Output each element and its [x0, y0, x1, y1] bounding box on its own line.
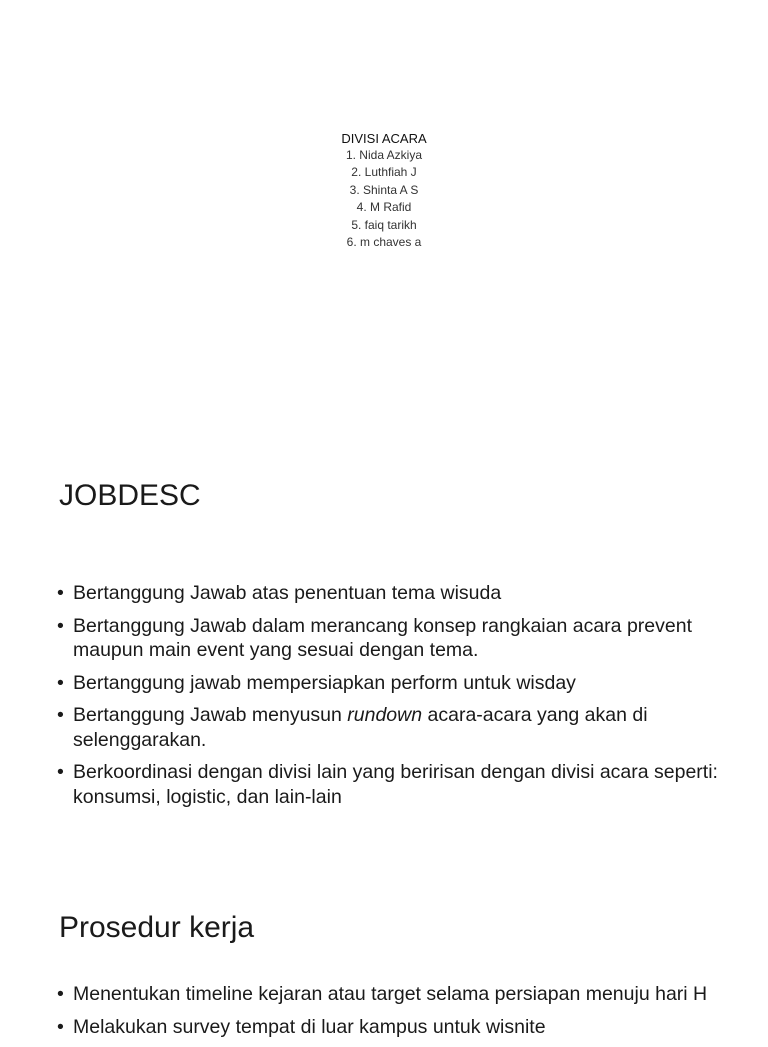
- member-item: 3. Shinta A S: [349, 182, 419, 197]
- member-list: [0, 147, 768, 251]
- bullet-icon: •: [57, 614, 64, 637]
- jobdesc-item-text: Bertanggung Jawab atas penentuan tema wisuda: [73, 582, 502, 604]
- jobdesc-item-text-italic: rundown: [347, 704, 423, 726]
- member-item: 5. faiq tarikh: [351, 217, 417, 232]
- jobdesc-item-text: Bertanggung jawab mempersiapkan perform untuk wisday: [73, 671, 576, 694]
- jobdesc-list: [57, 581, 747, 817]
- jobdesc-item: [57, 581, 747, 606]
- prosedur-item-text: Melakukan survey tempat di luar kampus untuk wisnite: [73, 1015, 546, 1038]
- bullet-icon: •: [57, 1015, 64, 1038]
- prosedur-list: [57, 982, 747, 1047]
- jobdesc-item: [57, 671, 747, 696]
- member-item: 6. m chaves a: [346, 235, 422, 250]
- member-item: 4. M Rafid: [356, 200, 412, 215]
- member-item: 2. Luthfiah J: [351, 165, 417, 180]
- division-title: DIVISI ACARA: [341, 131, 427, 146]
- bullet-icon: •: [57, 983, 64, 1005]
- bullet-icon: •: [57, 582, 64, 604]
- jobdesc-item-text: Berkoordinasi dengan divisi lain yang beririsan dengan divisi acara seperti: konsumsi, logistic, dan lain-lain: [73, 761, 718, 808]
- prosedur-item: [57, 982, 747, 1007]
- member-item: 1. Nida Azkiya: [345, 148, 423, 162]
- jobdesc-title: JOBDESC: [59, 479, 201, 512]
- prosedur-item: [57, 1015, 747, 1040]
- prosedur-item-text: Menentukan timeline kejaran atau target selama persiapan menuju hari H: [73, 983, 708, 1005]
- jobdesc-item-text-after: acara-acara yang akan di selenggarakan.: [73, 704, 648, 751]
- jobdesc-item: [57, 614, 747, 663]
- jobdesc-item: [57, 760, 747, 809]
- bullet-icon: •: [57, 761, 64, 783]
- jobdesc-item-text-before: Bertanggung Jawab menyusun: [73, 704, 348, 726]
- jobdesc-item-text: Bertanggung Jawab dalam merancang konsep rangkaian acara prevent maupun main event yang sesuai dengan tema.: [73, 614, 692, 661]
- prosedur-title: Prosedur kerja: [59, 911, 255, 944]
- team-block: [0, 130, 768, 251]
- bullet-icon: •: [57, 704, 64, 726]
- jobdesc-item: [57, 703, 747, 752]
- bullet-icon: •: [57, 671, 64, 694]
